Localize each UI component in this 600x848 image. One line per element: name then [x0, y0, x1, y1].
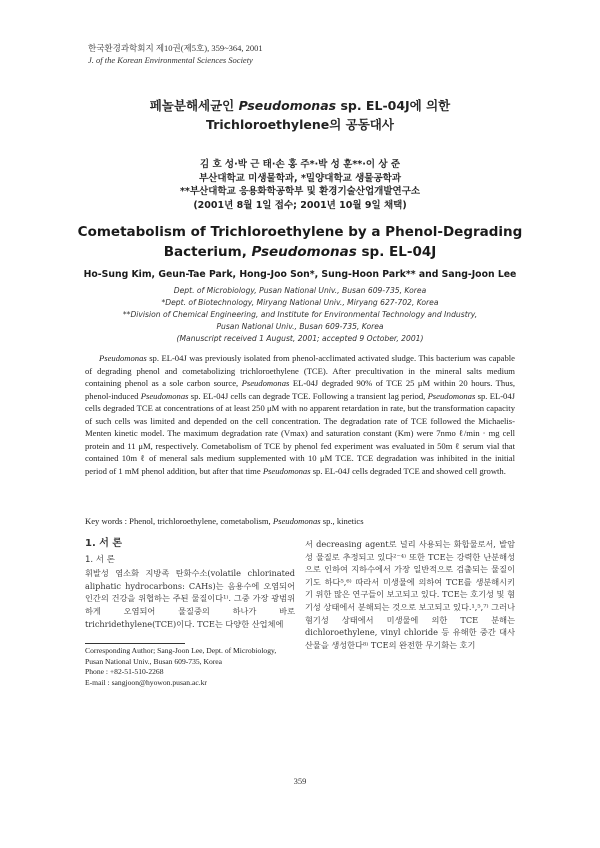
affiliation-4: Pusan National Univ., Busan 609-735, Korea	[216, 322, 384, 331]
english-title-line1: Cometabolism of Trichloroethylene by a Phenol-Degrading	[77, 224, 523, 240]
footnote-line-1: Corresponding Author; Sang-Joon Lee, Dept. of Microbiology,	[85, 646, 277, 655]
footnote-email: E-mail : sangjoon@hyowon.pusan.ac.kr	[85, 677, 207, 687]
keywords: Key words : Phenol, trichloroethylene, cometabolism, Pseudomonas sp., kinetics	[85, 516, 364, 526]
korean-affiliation-1: 부산대학교 미생물학과, *밀양대학교 생물공학과	[198, 172, 402, 184]
english-title-line2: Bacterium, Pseudomonas sp. EL-04J	[163, 244, 437, 260]
subsection-heading: 1. 서 론	[85, 554, 115, 565]
body-column-right	[305, 538, 515, 651]
korean-affiliation-2: **부산대학교 응용화학공학부 및 환경기술산업개발연구소	[179, 186, 421, 197]
english-title	[0, 222, 600, 262]
manuscript-dates: (Manuscript received 1 August, 2001; accepted 9 October, 2001)	[176, 334, 424, 343]
corresponding-author-footnote	[85, 646, 300, 688]
body-text-right: 서 decreasing agent로 널리 사용되는 화합물로서, 발암성 물질로 추정되고 있다²⁻⁴⁾ 또한 TCE는 강력한 난분해성으로 인하여 지하수에서 가장 일반적으로 검출되는 물질이기도 하다⁵,⁶⁾ 따라서 미생물에 의하여 TCE를 생분해시키기 위한 많은 연구들이 보고되고 있다. TCE는 호기성 및 혐기성 상태에서 분해되는 것으로 보고되고 있다.¹,⁵,⁷⁾ 그러나 혐기성 상태에서 미생물에 의한 TCE 분해는 dichloroethylene, vinyl chloride 등 유해한 중간 대사산물을 생성한다⁸⁾ TCE의 완전한 무기화는 호기	[305, 539, 515, 650]
running-head	[88, 42, 263, 66]
affiliation-2: *Dept. of Biotechnology, Miryang National Univ., Miryang 627-702, Korea	[161, 298, 439, 307]
journal-english: J. of the Korean Environmental Sciences Society	[88, 55, 253, 65]
korean-authors-block	[0, 158, 600, 212]
affiliation-3: **Division of Chemical Engineering, and Institute for Environmental Technology and Industry,	[122, 310, 478, 319]
affiliation-1: Dept. of Microbiology, Pusan National Univ., Busan 609-735, Korea	[173, 286, 427, 295]
page-number: 359	[293, 776, 307, 786]
footnote-phone: Phone : +82-51-510-2268	[85, 667, 164, 676]
body-column-left	[85, 538, 295, 630]
korean-authors: 김 호 성·박 근 태·손 홍 주*·박 성 훈**·이 상 준	[199, 159, 401, 170]
section-heading: 1. 서 론	[85, 538, 123, 549]
journal-korean: 한국환경과학회지 제10권(제5호), 359~364, 2001	[88, 43, 263, 53]
korean-received: (2001년 8월 1일 접수; 2001년 10월 9일 채택)	[193, 199, 407, 211]
english-affiliations	[0, 285, 600, 345]
body-text-left: 휘발성 염소화 지방족 탄화수소(volatile chlorinated aliphatic hydrocarbons: CAHs)는 음용수에 오염되어 인간의 건강을 위협하는 주된 물질이다¹⁾. 그중 가장 광범위하게 오염되어 물질중의 하나가 바로 trichridethylene(TCE)이다. TCE는 다양한 산업체에	[85, 568, 295, 629]
footnote-line-2: Pusan National Univ., Busan 609-735, Korea	[85, 656, 223, 666]
korean-title	[0, 96, 600, 134]
english-authors: Ho-Sung Kim, Geun-Tae Park, Hong-Joo Son*, Sung-Hoon Park** and Sang-Joon Lee	[83, 269, 517, 280]
abstract: Pseudomonas sp. EL-04J was previously isolated from phenol-acclimated activated sludge. This bacterium was capable of degrading phenol and cometabolizing trichloroethylene (TCE). After precultivation in the mineral salts medium containing phenol as a sole carbon source, Pseudomonas EL-04J degraded 90% of TCE 25 μM within 20 hours. Thus, phenol-induced Pseudomonas sp. EL-04J cells can degrade TCE. Following a transient lag period, Pseudomonas sp. EL-04J cells degraded TCE at concentrations of at least 250 μM with no apparent retardation in rate, but the transformation capacity of such cells was limited and depended on the cell concentration. The degradation rate of TCE followed the Michaelis-Menten kinetic model. The maximum degradation rate (Vmax) and saturation constant (Km) were 7nmo ℓ/min · mg cell protein and 11 μM, respectively. Cometabolism of TCE by phenol fed experiment was evaluated in 50m ℓ serum vial that contained 10m ℓ of meneral sals medium supplemented with 10 μM TCE. TCE degradation was inhibited in the initial period of 1 mM phenol addition, but after that time Pseudomonas sp. EL-04J cells degraded TCE and showed cell growth.	[85, 353, 515, 476]
footnote-rule	[85, 643, 185, 644]
korean-title-line1: 페놀분해세균인 Pseudomonas sp. EL-04J에 의한	[149, 98, 451, 113]
korean-title-line2: Trichloroethylene의 공동대사	[206, 117, 394, 132]
